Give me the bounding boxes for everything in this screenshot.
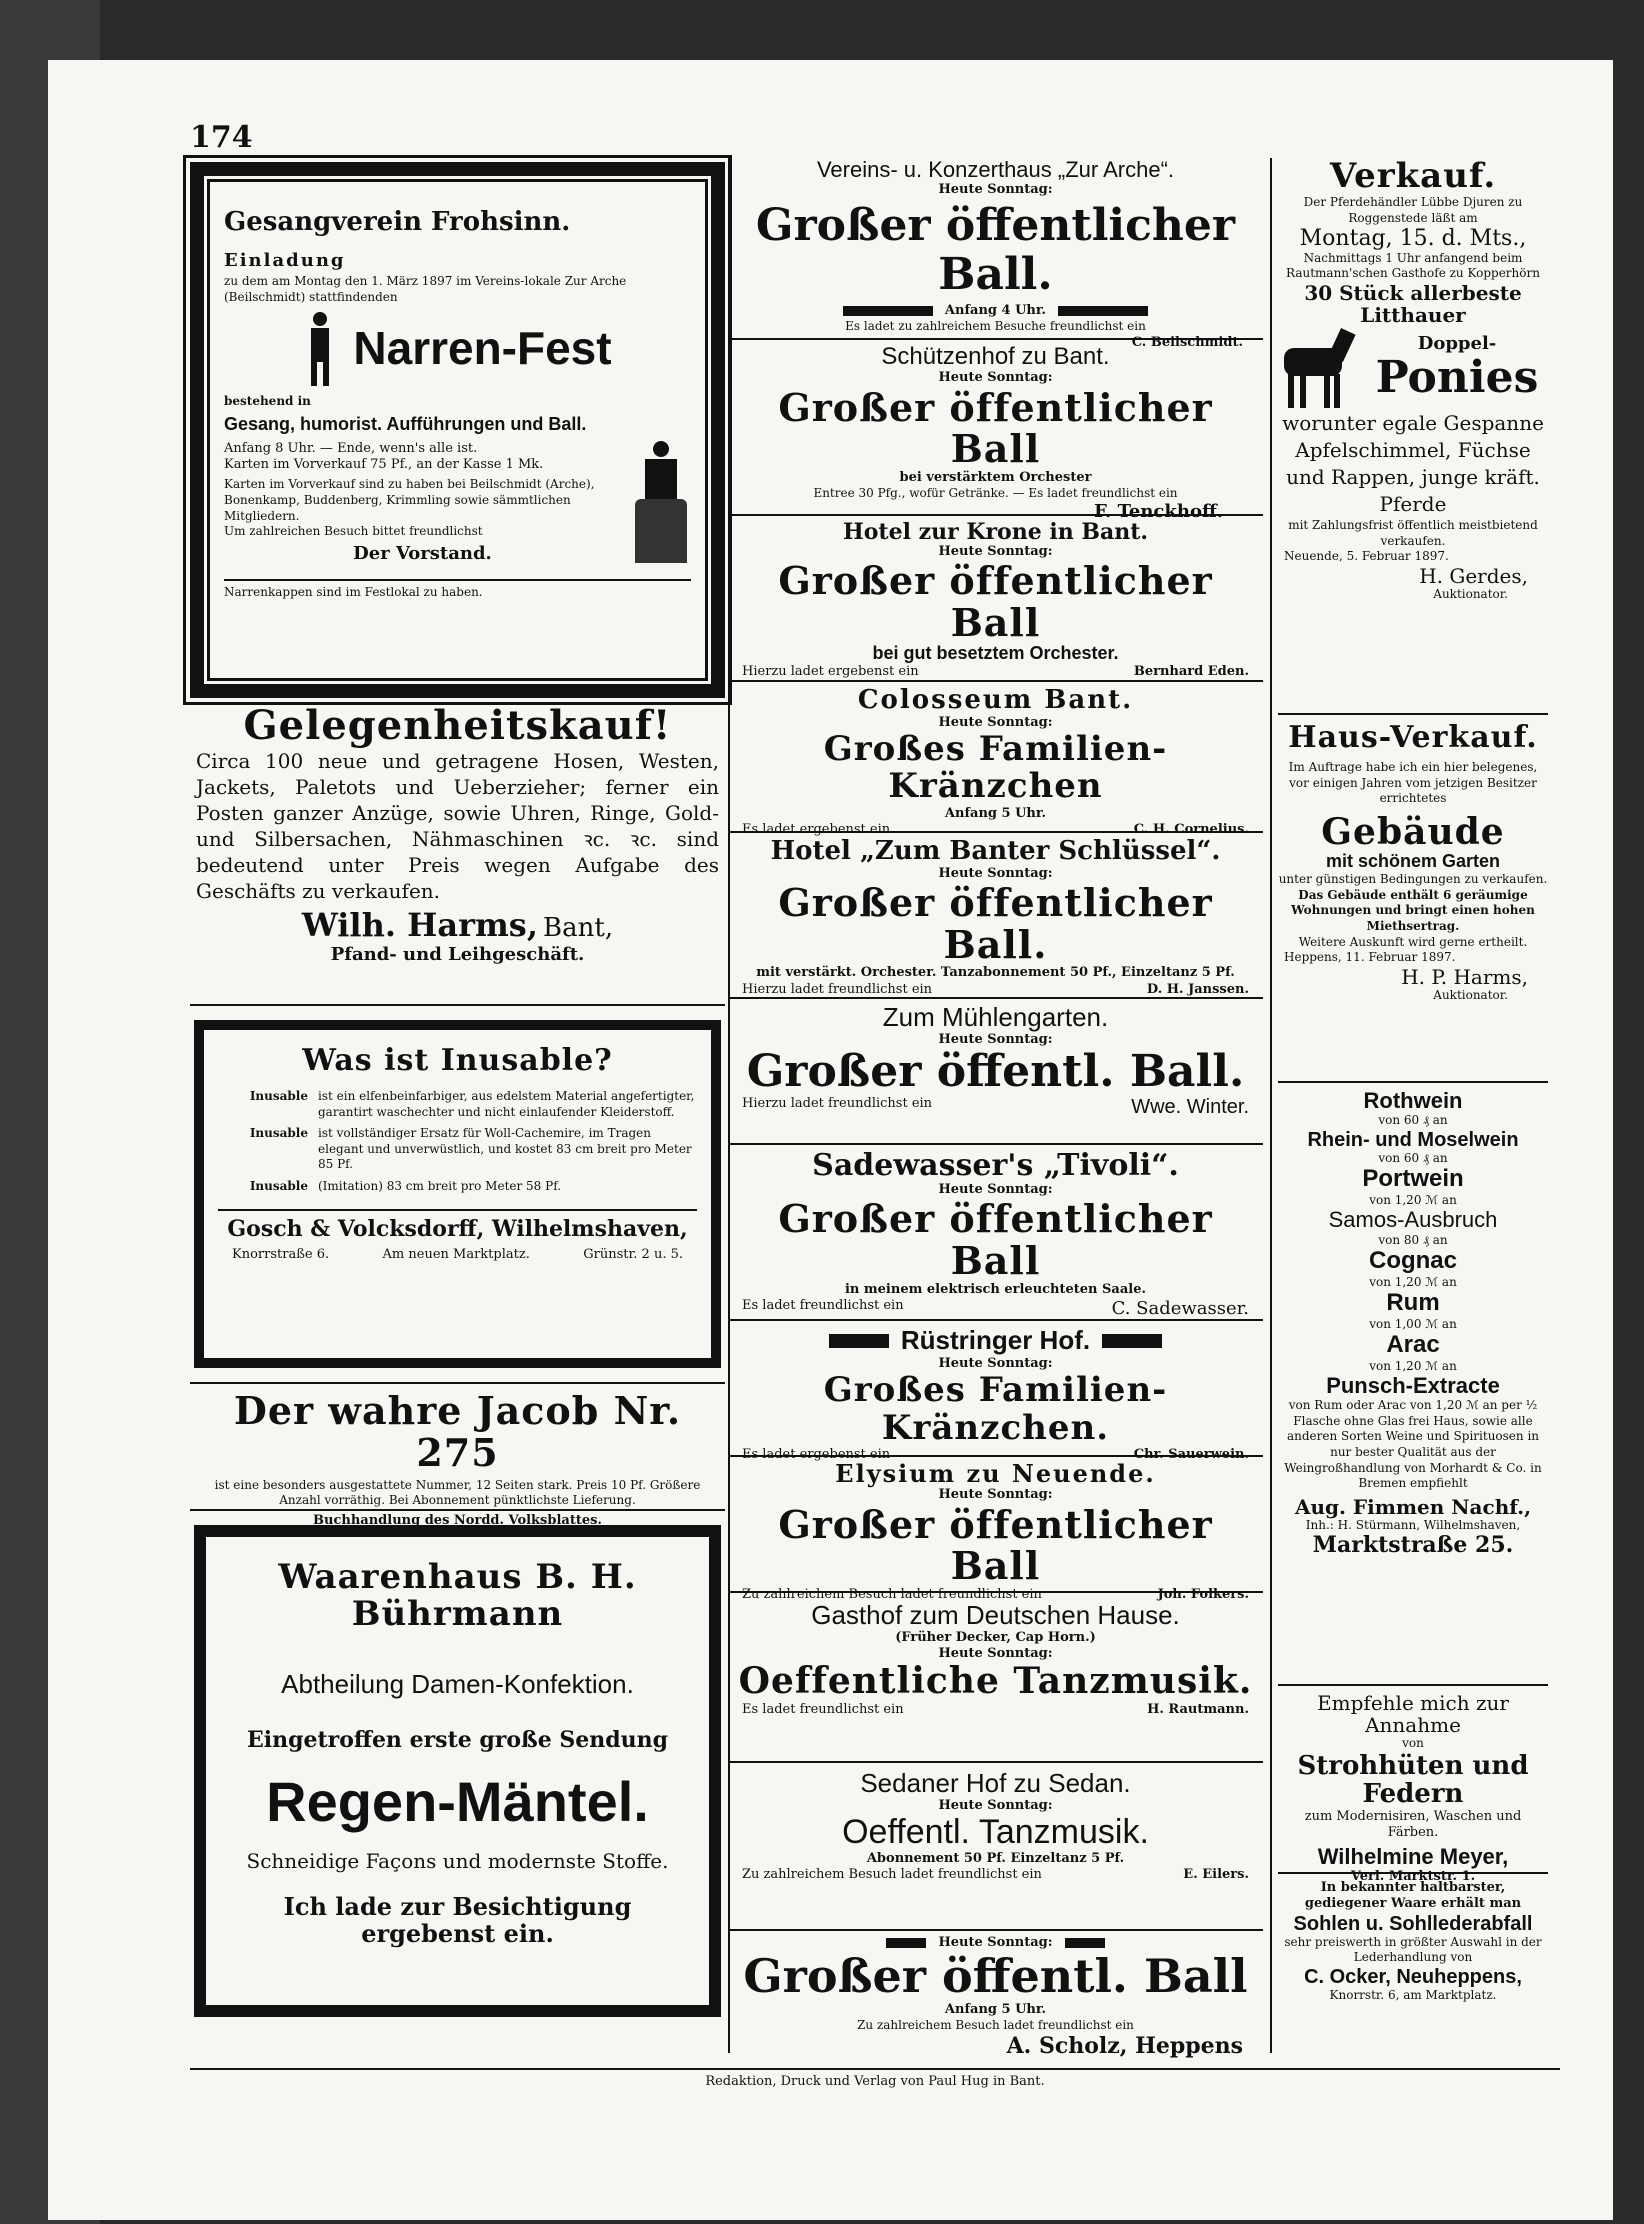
- ad-text: Heute Sonntag:: [938, 1935, 1053, 1950]
- wine-name: Portwein: [1362, 1165, 1464, 1193]
- wine-item: [1278, 1208, 1548, 1248]
- ad-text: Eingetroffen erste große Sendung: [246, 1727, 669, 1754]
- ad-host: C. H. Cornelius.: [1133, 821, 1249, 837]
- ad-text: Heppens, 11. Februar 1897.: [1284, 950, 1456, 965]
- ad-text: bestehend in: [224, 393, 311, 408]
- wine-item: [1278, 1089, 1548, 1129]
- ad-krone: [728, 520, 1263, 682]
- ad-sedaner-hof: [728, 1769, 1263, 1931]
- item-key: Inusable: [249, 1089, 308, 1103]
- address: Knorrstraße 6.: [232, 1246, 330, 1262]
- column-divider: [1270, 158, 1272, 2053]
- ad-text: Zu zahlreichem Besuch ladet freundlichst ein: [742, 1587, 1042, 1603]
- ad-heading: Einladung: [224, 249, 346, 271]
- ad-text: Empfehle mich zur Annahme: [1317, 1691, 1509, 1737]
- wine-name: Cognac: [1368, 1247, 1457, 1275]
- ad-buehrmann: [194, 1525, 721, 2017]
- ad-ball: Großer öffentl. Ball.: [746, 1045, 1245, 1097]
- ad-text: Es ladet freundlichst ein: [742, 1701, 904, 1717]
- ad-text: Heute Sonntag:: [938, 865, 1053, 881]
- ad-text: Anfang 5 Uhr.: [944, 805, 1047, 821]
- wine-name: Rothwein: [1363, 1088, 1463, 1113]
- ad-building: Gebäude: [1321, 810, 1505, 853]
- ad-text: Pfand- und Leihgeschäft.: [330, 944, 585, 966]
- ad-name: H. Gerdes,: [1419, 563, 1528, 588]
- ad-text: Auktionator.: [1433, 987, 1508, 1002]
- ad-title: Verkauf.: [1329, 156, 1497, 196]
- ad-text: Abtheilung Damen-Konfektion.: [281, 1668, 634, 1699]
- wine-name: Arac: [1386, 1331, 1440, 1359]
- ad-text: zum Modernisiren, Waschen und Färben.: [1304, 1808, 1522, 1841]
- pointing-hand-icon: [886, 1938, 926, 1948]
- ad-text: 30 Stück allerbeste Litthauer: [1304, 280, 1522, 327]
- ad-text: bei gut besetztem Orchester.: [872, 643, 1119, 664]
- wine-item: [1278, 1166, 1548, 1208]
- ad-text: Auktionator.: [1433, 586, 1508, 601]
- ad-name: Wilh. Harms,: [301, 906, 538, 944]
- ad-text: worunter egale Gespanne Apfelschimmel, Füchse und Rappen, junge kräft. Pferde: [1282, 410, 1544, 516]
- ad-title: Der wahre Jacob Nr. 275: [233, 1388, 682, 1475]
- ad-text: Hierzu ladet freundlichst ein: [742, 981, 933, 997]
- ad-text: Doppel-: [1417, 332, 1497, 354]
- item-value: ist ein elfenbeinfarbiger, aus edelstem Material angefertigter, garantirt waschechter und nicht einlaufender Kleiderstoff.: [318, 1089, 695, 1119]
- ad-text: Anfang 4 Uhr.: [944, 303, 1047, 319]
- ad-text: unter günstigen Bedingungen zu verkaufen.: [1278, 872, 1548, 887]
- item-key: Inusable: [249, 1126, 308, 1141]
- pointing-hand-icon: [829, 1334, 889, 1348]
- ad-title: Elysium zu Neuende.: [835, 1459, 1156, 1488]
- ad-title: Sedaner Hof zu Sedan.: [860, 1768, 1131, 1798]
- ad-host: E. Eilers.: [1183, 1867, 1249, 1883]
- ad-name: H. P. Harms,: [1401, 964, 1528, 989]
- ad-address: Knorrstr. 6, am Marktplatz.: [1329, 1987, 1497, 2002]
- ad-host: Wwe. Winter.: [1131, 1096, 1249, 1119]
- ad-text: von Rum oder Arac von 1,20 ℳ an per ½ Flasche ohne Glas frei Haus, sowie alle anderen Sorten Weine und Spirituosen in nur bester Qualität aus der Weingroßhandlung von Morhardt & Co. in Bremen empfiehlt: [1284, 1398, 1542, 1491]
- ad-banter-schluessel: [728, 837, 1263, 999]
- ad-host: A. Scholz, Heppens: [1006, 2032, 1243, 2059]
- ad-title: Gesangverein Frohsinn.: [224, 207, 571, 237]
- ad-scholz: [728, 1935, 1263, 2090]
- column-3: [1278, 158, 1548, 2020]
- ad-text: Es ladet ergebenst ein: [742, 821, 891, 837]
- ad-text: Heute Sonntag:: [938, 1182, 1053, 1197]
- wine-price: von 80 ₰ an: [1378, 1232, 1448, 1247]
- ad-host: C. Beilschmidt.: [1131, 335, 1243, 351]
- ad-text: Zu zahlreichem Besuch ladet freundlichst ein: [742, 1867, 1042, 1883]
- wine-price: von 1,20 ℳ an: [1369, 1192, 1457, 1207]
- ad-place: Bant,: [543, 913, 614, 943]
- ad-text: Heute Sonntag:: [938, 370, 1053, 386]
- ad-text: Nachmittags 1 Uhr anfangend beim Rautmann'schen Gasthofe zu Kopperhörn: [1286, 250, 1540, 281]
- ad-title: Schützenhof zu Bant.: [881, 343, 1110, 370]
- ad-text: Es ladet ergebenst ein: [742, 1447, 891, 1463]
- ad-text: Das Gebäude enthält 6 geräumige Wohnungen und bringt einen hohen Miethsertrag.: [1291, 887, 1535, 933]
- ad-music: Oeffentliche Tanzmusik.: [738, 1660, 1253, 1703]
- ad-product: Regen-Mäntel.: [266, 1769, 649, 1833]
- wine-item: [1278, 1248, 1548, 1290]
- ad-event: Großes Familien-Kränzchen.: [823, 1370, 1168, 1448]
- ad-name: C. Ocker, Neuheppens,: [1304, 1965, 1522, 1988]
- ad-text: Abonnement 50 Pf. Einzeltanz 5 Pf.: [866, 1851, 1125, 1867]
- ad-host: H. Rautmann.: [1147, 1701, 1249, 1717]
- item-key: Inusable: [249, 1178, 308, 1193]
- imprint-footer: Redaktion, Druck und Verlag von Paul Hug in Bant.: [190, 2068, 1560, 2089]
- ad-title: Haus-Verkauf.: [1288, 720, 1538, 755]
- ad-title: Colosseum Bant.: [857, 685, 1134, 715]
- ad-title: Vereins- u. Konzerthaus „Zur Arche“.: [816, 157, 1175, 182]
- ad-text: Es ladet freundlichst ein: [742, 1298, 904, 1314]
- ad-text: Entree 30 Pfg., wofür Getränke. — Es ladet freundlichst ein: [813, 486, 1178, 501]
- ad-address: Marktstraße 25.: [1312, 1532, 1514, 1559]
- ad-muehlengarten: [728, 1003, 1263, 1145]
- address: Am neuen Marktplatz.: [382, 1246, 530, 1262]
- wine-name: Rum: [1386, 1289, 1440, 1317]
- wine-name: Samos-Ausbruch: [1328, 1207, 1498, 1233]
- ad-text: Zu zahlreichem Besuch ladet freundlichst ein: [857, 2018, 1134, 2033]
- ad-weine: [1278, 1089, 1548, 1686]
- wine-item: [1278, 1129, 1548, 1167]
- ad-inusable: [194, 1020, 721, 1368]
- ad-host: Joh. Folkers.: [1157, 1587, 1249, 1603]
- ad-event: Großes Familien-Kränzchen: [823, 728, 1168, 807]
- ad-text: sehr preiswerth in größter Auswahl in der Lederhandlung von: [1284, 1934, 1542, 1965]
- ad-address: Verl. Marktstr. 1.: [1350, 1869, 1476, 1885]
- ad-signature: Der Vorstand.: [353, 542, 492, 564]
- ad-text: Heute Sonntag:: [938, 1487, 1053, 1503]
- ad-host: Bernhard Eden.: [1133, 663, 1249, 679]
- ad-text: Heute Sonntag:: [938, 1356, 1053, 1371]
- ad-tivoli: [728, 1149, 1263, 1321]
- ad-text: Heute Sonntag:: [938, 1645, 1053, 1661]
- ad-haus-verkauf: [1278, 721, 1548, 1083]
- ad-product: Ponies: [1375, 351, 1539, 403]
- ad-text: in meinem elektrisch erleuchteten Saale.: [844, 1281, 1147, 1297]
- page-number: 174: [190, 120, 253, 155]
- ad-text: Karten im Vorverkauf 75 Pf., an der Kasse 1 Mk.: [224, 457, 544, 473]
- ad-text: von: [1402, 1736, 1424, 1750]
- ad-host: Chr. Sauerwein.: [1133, 1447, 1249, 1463]
- ad-text: Circa 100 neue und getragene Hosen, Westen, Jackets, Paletots und Ueberzieher; ferner ein Posten ganzer Anzüge, sowie Uhren, Ringe, Gold- und Silbersachen, Nähmaschinen ꝛc. ꝛc. sind bedeutend unter Preis wegen Aufgabe des Geschäfts zu verkaufen.: [196, 749, 719, 903]
- ad-ball: Großer öffentlicher Ball: [778, 1196, 1213, 1284]
- ad-text: Es ladet zu zahlreichem Besuche freundlichst ein: [845, 319, 1146, 334]
- pointing-hand-icon: [1065, 1938, 1105, 1948]
- pony-figure: [1278, 326, 1358, 410]
- ad-title: Hotel zur Krone in Bant.: [842, 519, 1149, 545]
- pointing-hand-icon: [1102, 1334, 1162, 1348]
- ad-text: zu dem am Montag den 1. März 1897 im Vereins-lokale Zur Arche (Beilschmidt) stattfindenden: [224, 274, 627, 304]
- ad-text: mit schönem Garten: [1325, 851, 1501, 872]
- ad-ball: Großer öffentlicher Ball: [778, 1501, 1213, 1589]
- ad-frohsinn: [190, 162, 725, 698]
- ad-wahre-jacob: [190, 1382, 725, 1528]
- ad-text: Anfang 5 Uhr.: [944, 2001, 1047, 2017]
- ad-text: mit Zahlungsfrist öffentlich meistbietend verkaufen.: [1288, 517, 1538, 548]
- jester-figure: [303, 312, 337, 386]
- ad-text: Inh.: H. Stürmann, Wilhelmshaven,: [1305, 1517, 1521, 1532]
- column-1: [190, 158, 725, 2031]
- ad-text: Narrenkappen sind im Festlokal zu haben.: [224, 584, 483, 599]
- ad-event: Narren-Fest: [353, 322, 612, 375]
- ad-text: Neuende, 5. Februar 1897.: [1284, 549, 1449, 564]
- ad-text: Heute Sonntag:: [938, 1797, 1053, 1813]
- ad-text: Im Auftrage habe ich ein hier belegenes, vor einigen Jahren vom jetzigen Besitzer errichtetes: [1288, 760, 1538, 806]
- ad-date: Montag, 15. d. Mts.,: [1299, 225, 1527, 251]
- ad-text: Weitere Auskunft wird gerne ertheilt.: [1298, 934, 1528, 949]
- ad-deutsches-haus: [728, 1601, 1263, 1763]
- ad-text: Ich lade zur Besichtigung ergebenst ein.: [283, 1892, 632, 1948]
- ad-host: D. H. Janssen.: [1146, 981, 1249, 997]
- ad-text: Anfang 8 Uhr. — Ende, wenn's alle ist.: [224, 440, 478, 456]
- ad-host: F. Tenckhoff.: [1094, 501, 1223, 523]
- ad-text: In bekannter haltbarster, gediegener Waare erhält man: [1304, 1880, 1522, 1912]
- ad-firm: Gosch & Volcksdorff, Wilhelmshaven,: [227, 1215, 688, 1242]
- ad-text: ist eine besonders ausgestattete Nummer, 12 Seiten stark. Preis 10 Pf. Größere Anzahl vorräthig. Bei Abonnement pünktlichste Lieferung.: [214, 1477, 701, 1508]
- ad-text: Schneidige Façons und modernste Stoffe.: [246, 1849, 669, 1874]
- ad-title: Punsch-Extracte: [1326, 1373, 1500, 1399]
- ad-host: C. Sadewasser.: [1111, 1298, 1249, 1320]
- ad-elysium: [728, 1459, 1263, 1603]
- ad-music: Oeffentl. Tanzmusik.: [842, 1812, 1149, 1851]
- ad-gelegenheitskauf: [190, 704, 725, 1006]
- ad-title: Was ist Inusable?: [302, 1043, 613, 1078]
- ad-arche: [728, 157, 1263, 351]
- wine-item: [1278, 1332, 1548, 1374]
- ad-product: Sohlen u. Sohllederabfall: [1293, 1912, 1533, 1935]
- ad-colosseum: [728, 685, 1263, 837]
- ad-text: (Früher Decker, Cap Horn.): [895, 1629, 1096, 1645]
- ad-title: Zum Mühlengarten.: [882, 1002, 1109, 1032]
- ad-text: mit verstärkt. Orchester. Tanzabonnement 50 Pf., Einzeltanz 5 Pf.: [756, 965, 1235, 981]
- wine-item: [1278, 1290, 1548, 1332]
- ad-text: Heute Sonntag:: [938, 544, 1053, 560]
- ad-ball: Großer öffentl. Ball: [743, 1949, 1248, 2004]
- ad-product: Strohhüten und Federn: [1297, 1750, 1529, 1810]
- ad-text: Hierzu ladet freundlichst ein: [742, 1096, 933, 1112]
- wine-price: von 1,20 ℳ an: [1369, 1274, 1457, 1289]
- wine-price: von 1,20 ℳ an: [1369, 1358, 1457, 1373]
- ad-ocker: [1278, 1880, 1548, 2020]
- item-value: ist vollständiger Ersatz für Woll-Cachemire, im Tragen elegant und unverwüstlich, und kostet 83 cm breit pro Meter 85 Pf.: [318, 1126, 692, 1172]
- lady-figure: [631, 441, 691, 571]
- ad-verkauf: [1278, 158, 1548, 715]
- column-2: [728, 158, 1263, 2090]
- ad-text: Der Pferdehändler Lübbe Djuren zu Roggenstede läßt am: [1303, 195, 1523, 225]
- ad-text: bei verstärktem Orchester: [899, 470, 1092, 486]
- ad-firm: Aug. Fimmen Nachf.,: [1294, 1494, 1532, 1519]
- wine-price: von 60 ₰ an: [1378, 1113, 1448, 1128]
- ad-text: Karten im Vorverkauf sind zu haben bei Beilschmidt (Arche), Bonenkamp, Buddenberg, Krimmling sowie sämmtlichen Mitgliedern.: [224, 477, 595, 523]
- ad-text: Hierzu ladet ergebenst ein: [742, 663, 919, 679]
- ad-ruestringer-hof: [728, 1325, 1263, 1463]
- ad-name: Wilhelmine Meyer,: [1317, 1844, 1509, 1870]
- ad-meyer: [1278, 1691, 1548, 1885]
- ad-text: Buchhandlung des Nordd. Volksblattes.: [313, 1512, 602, 1528]
- ad-title: Hotel „Zum Banter Schlüssel“.: [770, 836, 1221, 866]
- wine-price: von 60 ₰ an: [1378, 1150, 1448, 1165]
- ad-text: Heute Sonntag:: [938, 714, 1053, 730]
- wine-name: Rhein- und Moselwein: [1307, 1128, 1519, 1151]
- wine-price: von 1,00 ℳ an: [1369, 1316, 1457, 1331]
- ad-ball: Großer öffentlicher Ball.: [778, 879, 1213, 967]
- ad-text: Um zahlreichen Besuch bittet freundlichst: [224, 524, 483, 539]
- ad-title: Rüstringer Hof.: [900, 1325, 1091, 1355]
- ad-ball: Großer öffentlicher Ball.: [755, 200, 1236, 300]
- ad-title: Waarenhaus B. H. Bührmann: [278, 1557, 637, 1635]
- ad-text: Gesang, humorist. Aufführungen und Ball.: [224, 414, 587, 435]
- ad-title: Gelegenheitskauf!: [243, 702, 672, 749]
- ad-text: Heute Sonntag:: [938, 182, 1053, 198]
- ad-title: Sadewasser's „Tivoli“.: [812, 1148, 1179, 1183]
- ad-text: Heute Sonntag:: [938, 1031, 1053, 1047]
- ad-title: Gasthof zum Deutschen Hause.: [811, 1600, 1180, 1630]
- ad-ball: Großer öffentlicher Ball: [778, 558, 1213, 646]
- address: Grünstr. 2 u. 5.: [583, 1246, 683, 1262]
- ad-ball: Großer öffentlicher Ball: [778, 384, 1213, 472]
- item-value: (Imitation) 83 cm breit pro Meter 58 Pf.: [318, 1178, 562, 1193]
